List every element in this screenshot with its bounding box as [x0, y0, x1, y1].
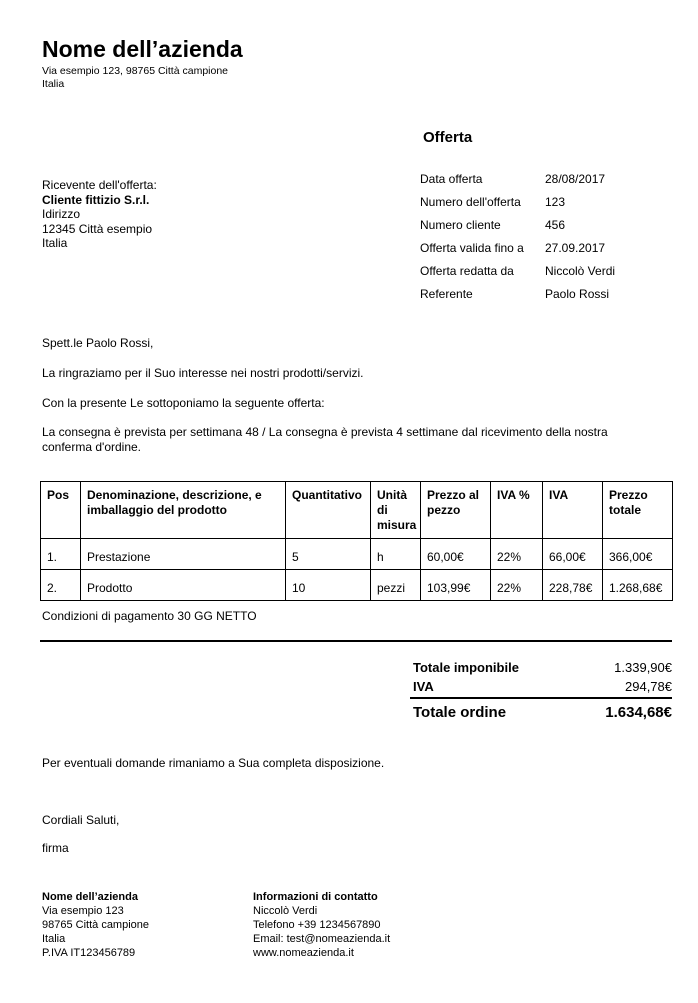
cell-pos: 2. [41, 570, 81, 601]
recipient-country: Italia [42, 236, 68, 250]
detail-label: Numero cliente [420, 218, 501, 232]
detail-row-referent [420, 287, 680, 310]
cell-vat: 66,00€ [543, 539, 603, 570]
detail-row-valid-until [420, 241, 680, 264]
cell-vat-percent: 22% [491, 539, 543, 570]
thanks-line: La ringraziamo per il Suo interesse nei nostri prodotti/servizi. [42, 366, 364, 380]
footer-contact-name: Niccolò Verdi [253, 905, 318, 917]
footer-contact-column [253, 890, 390, 960]
order-total-row [410, 703, 672, 723]
detail-row-offer-number [420, 195, 680, 218]
table-header-row [41, 482, 673, 539]
recipient-label: Ricevente dell'offerta: [42, 178, 157, 192]
detail-row-written-by [420, 264, 680, 287]
column-header-pos: Pos [41, 482, 81, 539]
cell-vat-percent: 22% [491, 570, 543, 601]
column-header-total-price: Prezzo totale [603, 482, 673, 539]
payment-terms: Condizioni di pagamento 30 GG NETTO [42, 609, 257, 623]
table-row [41, 539, 673, 570]
cell-total-price: 1.268,68€ [603, 570, 673, 601]
document-title: Offerta [423, 129, 473, 146]
table-row [41, 570, 673, 601]
items-table [40, 481, 673, 601]
recipient-name: Cliente fittizio S.r.l. [42, 192, 150, 207]
cell-unit-price: 103,99€ [421, 570, 491, 601]
footer-company-column [42, 890, 149, 960]
footer-company-street: Via esempio 123 [42, 905, 124, 917]
detail-row-customer-number [420, 218, 680, 241]
footer-contact-title: Informazioni di contatto [253, 891, 378, 903]
cell-unit-price: 60,00€ [421, 539, 491, 570]
footer-contact-phone: Telefono +39 1234567890 [253, 919, 381, 931]
order-total-value: 1.634,68€ [605, 704, 672, 721]
detail-label: Referente [420, 287, 473, 301]
delivery-note: La consegna è prevista per settimana 48 / La consegna è prevista 4 settimane dal ricevimento della nostra conferma d'ordine. [42, 425, 608, 454]
subtotal-label: Totale imponibile [413, 660, 519, 675]
footer-contact-website: www.nomeazienda.it [253, 947, 354, 959]
cell-total-price: 366,00€ [603, 539, 673, 570]
detail-value: Niccolò Verdi [545, 264, 616, 278]
cell-quantity: 10 [286, 570, 371, 601]
recipient-block [42, 178, 157, 251]
totals-divider [410, 697, 672, 699]
subtotal-value: 1.339,90€ [614, 660, 672, 675]
company-address: Via esempio 123, 98765 Città campione [42, 65, 229, 77]
detail-row-date [420, 172, 680, 195]
footer-company-title: Nome dell’azienda [42, 891, 138, 903]
column-header-quantity: Quantitativo [286, 482, 371, 539]
cell-description: Prodotto [81, 570, 286, 601]
detail-value: 456 [545, 218, 566, 232]
recipient-city: 12345 Città esempio [42, 221, 153, 236]
column-header-unit-price: Prezzo al pezzo [421, 482, 491, 539]
company-country: Italia [42, 78, 65, 90]
vat-row [410, 677, 672, 696]
salutation: Spett.le Paolo Rossi, [42, 336, 154, 350]
detail-value: 28/08/2017 [545, 172, 606, 186]
detail-label: Offerta redatta da [420, 264, 514, 278]
cell-unit: h [371, 539, 421, 570]
order-total-label: Totale ordine [413, 704, 507, 721]
closing-availability-line: Per eventuali domande rimaniamo a Sua completa disposizione. [42, 756, 385, 770]
detail-label: Offerta valida fino a [420, 241, 524, 255]
offer-details [420, 172, 680, 310]
cell-vat: 228,78€ [543, 570, 603, 601]
cell-pos: 1. [41, 539, 81, 570]
closing-regards: Cordiali Saluti, [42, 813, 120, 827]
column-header-unit: Unità di misura [371, 482, 421, 539]
horizontal-divider [40, 640, 672, 642]
vat-label: IVA [413, 679, 434, 694]
footer-contact-email: Email: test@nomeazienda.it [253, 933, 391, 945]
subtotal-row [410, 658, 672, 677]
column-header-description: Denominazione, descrizione, e imballaggio del prodotto [81, 482, 286, 539]
recipient-address: Idirizzo [42, 207, 81, 221]
detail-value: Paolo Rossi [545, 287, 610, 301]
company-name: Nome dell’azienda [42, 36, 243, 62]
detail-value: 27.09.2017 [545, 241, 606, 255]
cell-unit: pezzi [371, 570, 421, 601]
offer-lead-in: Con la presente Le sottoponiamo la seguente offerta: [42, 396, 325, 410]
detail-label: Numero dell'offerta [420, 195, 521, 209]
column-header-vat: IVA [543, 482, 603, 539]
footer-company-vat-id: P.IVA IT123456789 [42, 947, 136, 959]
footer-company-city: 98765 Città campione [42, 919, 150, 931]
company-header [42, 36, 243, 91]
cell-quantity: 5 [286, 539, 371, 570]
signature-placeholder: firma [42, 841, 69, 855]
totals-block [410, 658, 672, 723]
vat-value: 294,78€ [625, 679, 672, 694]
column-header-vat-percent: IVA % [491, 482, 543, 539]
detail-label: Data offerta [420, 172, 483, 186]
cell-description: Prestazione [81, 539, 286, 570]
detail-value: 123 [545, 195, 566, 209]
footer-company-country: Italia [42, 933, 66, 945]
